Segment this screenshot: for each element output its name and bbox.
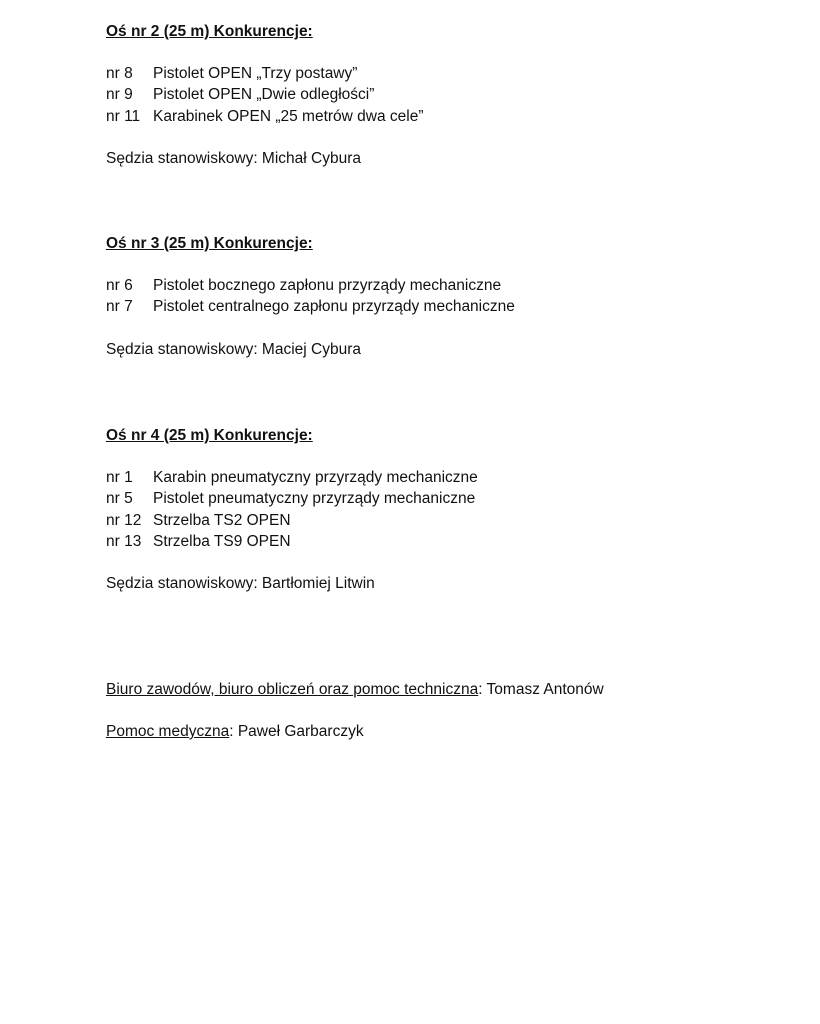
competition-number: nr 1 — [106, 469, 133, 486]
judge-line: Sędzia stanowiskowy: Maciej Cybura — [106, 340, 361, 358]
competition-name: Strzelba TS9 OPEN — [153, 532, 291, 550]
medical-name: : Paweł Garbarczyk — [229, 723, 364, 740]
medical-line — [106, 721, 364, 742]
medical-label: Pomoc medyczna — [106, 723, 230, 740]
competition-name: Pistolet OPEN „Dwie odległości” — [153, 86, 375, 104]
judge-line: Sędzia stanowiskowy: Bartłomiej Litwin — [106, 575, 375, 593]
list-item — [106, 488, 786, 509]
section-heading: Oś nr 2 (25 m) Konkurencje: — [106, 23, 313, 40]
competition-name: Karabinek OPEN „25 metrów dwa cele” — [153, 107, 424, 125]
list-item — [106, 84, 786, 105]
section-os-3 — [106, 233, 786, 360]
section-os-4 — [106, 425, 786, 594]
list-item — [106, 467, 786, 488]
competition-name: Strzelba TS2 OPEN — [153, 511, 291, 529]
competition-number: nr 6 — [106, 277, 133, 294]
list-item — [106, 510, 786, 531]
section-heading: Oś nr 3 (25 m) Konkurencje: — [106, 235, 313, 252]
list-item — [106, 106, 786, 127]
list-item — [106, 275, 786, 296]
list-item — [106, 531, 786, 552]
competition-number: nr 7 — [106, 298, 133, 316]
judge-line: Sędzia stanowiskowy: Michał Cybura — [106, 149, 361, 167]
office-label: Biuro zawodów, biuro obliczeń oraz pomoc techniczna — [106, 681, 479, 698]
office-line — [106, 679, 604, 700]
competition-name: Pistolet bocznego zapłonu przyrządy mechaniczne — [153, 277, 502, 294]
competition-name: Pistolet centralnego zapłonu przyrządy mechaniczne — [153, 298, 515, 316]
list-item — [106, 296, 786, 317]
competition-number: nr 5 — [106, 490, 133, 508]
competition-name: Pistolet pneumatyczny przyrządy mechaniczne — [153, 490, 476, 508]
competition-name: Karabin pneumatyczny przyrządy mechaniczne — [153, 469, 478, 486]
section-heading: Oś nr 4 (25 m) Konkurencje: — [106, 427, 313, 444]
competition-name: Pistolet OPEN „Trzy postawy” — [153, 65, 358, 82]
competition-number: nr 8 — [106, 65, 133, 82]
competition-number: nr 12 — [106, 511, 142, 529]
list-item — [106, 63, 786, 84]
competition-number: nr 11 — [106, 107, 141, 125]
competition-number: nr 9 — [106, 86, 133, 104]
section-os-2 — [106, 21, 786, 169]
office-name: : Tomasz Antonów — [478, 681, 604, 698]
competition-number: nr 13 — [106, 532, 142, 550]
